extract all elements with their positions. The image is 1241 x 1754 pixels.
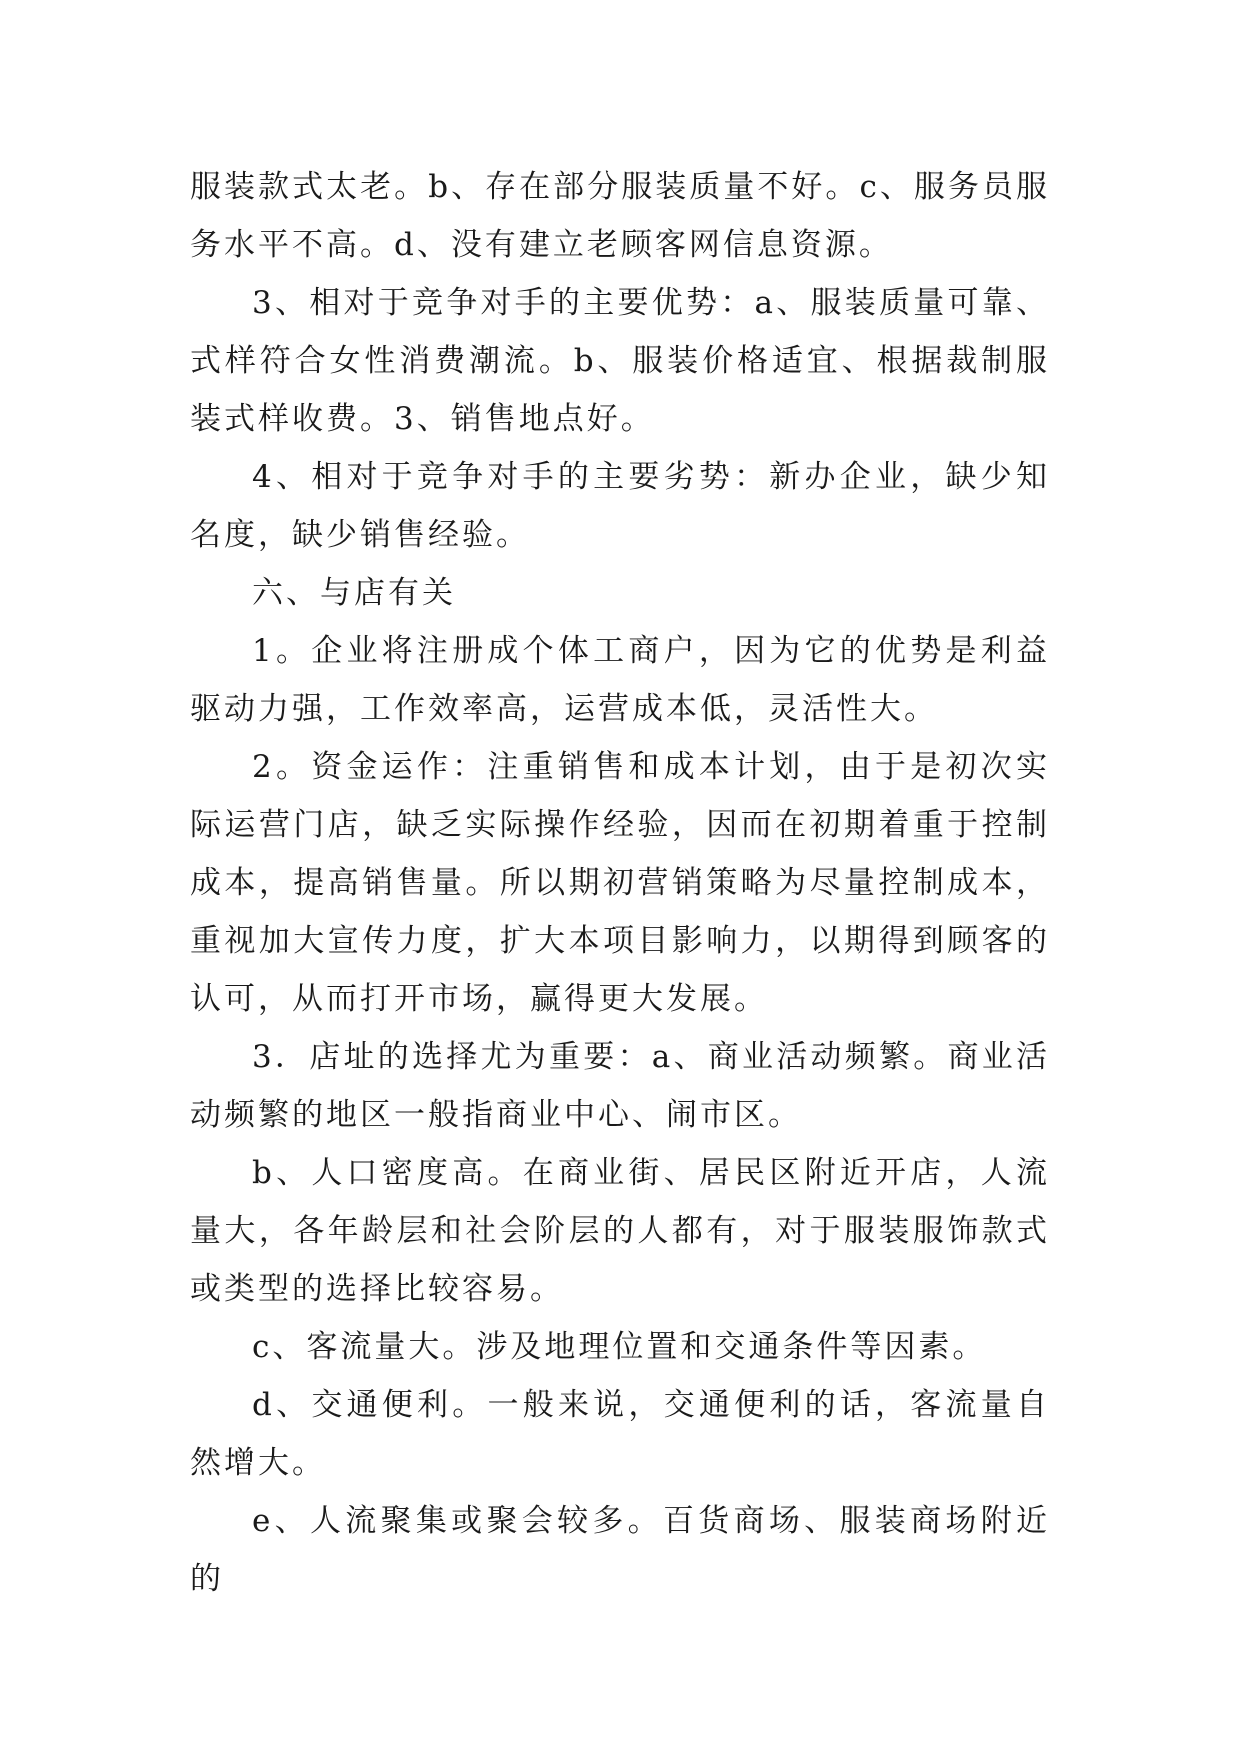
- paragraph-5: 1。企业将注册成个体工商户，因为它的优势是利益驱动力强，工作效率高，运营成本低，灵活性大。: [190, 633, 1050, 727]
- paragraph-1: 服装款式太老。b、存在部分服装质量不好。c、服务员服务水平不高。d、没有建立老顾客网信息资源。: [190, 169, 1050, 263]
- paragraph-8: b、人口密度高。在商业街、居民区附近开店，人流量大，各年龄层和社会阶层的人都有，对于服装服饰款式或类型的选择比较容易。: [190, 1155, 1050, 1307]
- paragraph-7: 3．店址的选择尤为重要：a、商业活动频繁。商业活动频繁的地区一般指商业中心、闹市区。: [190, 1039, 1050, 1133]
- document-body: [190, 158, 1050, 1608]
- paragraph-2: 3、相对于竞争对手的主要优势：a、服装质量可靠、式样符合女性消费潮流。b、服装价格适宜、根据裁制服装式样收费。3、销售地点好。: [190, 285, 1050, 437]
- paragraph-3: 4、相对于竞争对手的主要劣势：新办企业，缺少知名度，缺少销售经验。: [190, 459, 1050, 553]
- section-heading: 六、与店有关: [252, 575, 456, 611]
- paragraph-6: 2。资金运作：注重销售和成本计划，由于是初次实际运营门店，缺乏实际操作经验，因而在初期着重于控制成本，提高销售量。所以期初营销策略为尽量控制成本，重视加大宣传力度，扩大本项目影响力，以期得到顾客的认可，从而打开市场，赢得更大发展。: [190, 749, 1050, 1017]
- paragraph-11: e、人流聚集或聚会较多。百货商场、服装商场附近的: [190, 1503, 1050, 1597]
- paragraph-9: c、客流量大。涉及地理位置和交通条件等因素。: [252, 1329, 987, 1365]
- paragraph-10: d、交通便利。一般来说，交通便利的话，客流量自然增大。: [190, 1387, 1050, 1481]
